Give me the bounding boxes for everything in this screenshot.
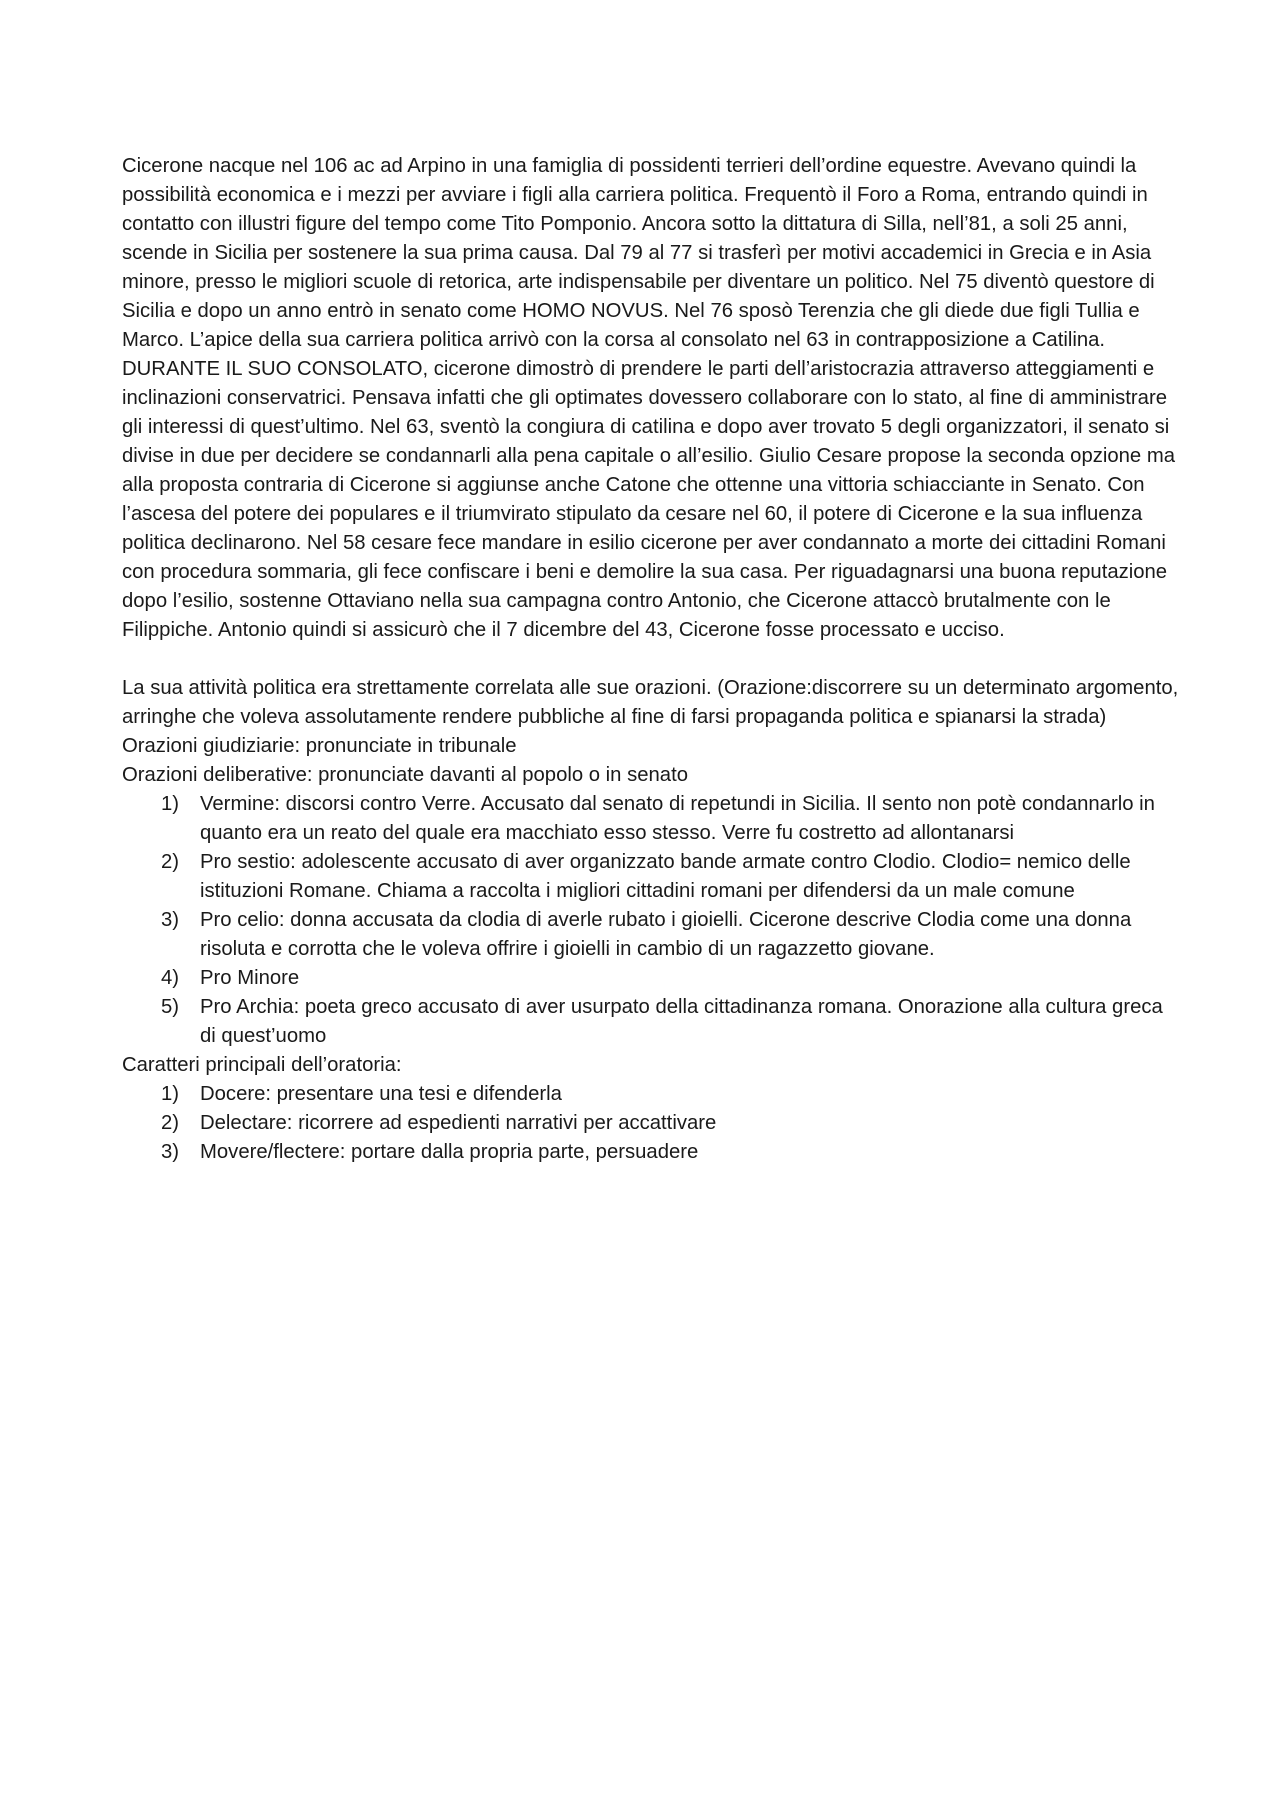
list-item-number: 1) xyxy=(161,1083,180,1105)
list-item-text: Vermine: discorsi contro Verre. Accusato dal senato di repetundi in Sicilia. Il sento non potè condannarlo in quanto era un reato del quale era macchiato esso stesso. Verre fu costretto ad allontanarsi xyxy=(200,793,1155,844)
orazioni-list xyxy=(122,790,1182,1051)
list-item-text: Pro sestio: adolescente accusato di aver organizzato bande armate contro Clodio. Clodio= nemico delle istituzioni Romane. Chiama a raccolta i migliori cittadini romani per difendersi da un male comune xyxy=(200,851,1131,902)
list-item xyxy=(122,993,1182,1051)
list-item xyxy=(122,790,1182,848)
list-item xyxy=(122,1109,1182,1138)
list-item-text: Docere: presentare una tesi e difenderla xyxy=(200,1083,562,1105)
list-item-number: 3) xyxy=(161,909,180,931)
list-item-number: 2) xyxy=(161,851,180,873)
list-item-number: 4) xyxy=(161,967,180,989)
list-item xyxy=(122,964,1182,993)
list-item xyxy=(122,1138,1182,1167)
list-item xyxy=(122,848,1182,906)
paragraph-consolato: DURANTE IL SUO CONSOLATO, cicerone dimostrò di prendere le parti dell’aristocrazia attraverso atteggiamenti e inclinazioni conservatrici. Pensava infatti che gli optimates dovessero collaborare con lo stato, al fine di amministrare gli interessi di quest’ultimo. Nel 63, sventò la congiura di catilina e dopo aver trovato 5 degli organizzatori, il senato si divise in due per decidere se condannarli alla pena capitale o all’esilio. Giulio Cesare propose la seconda opzione ma alla proposta contraria di Cicerone si aggiunse anche Catone che ottenne una vittoria schiacciante in Senato. Con l’ascesa del potere dei populares e il triumvirato stipulato da cesare nel 60, il potere di Cicerone e la sua influenza politica declinarono. Nel 58 cesare fece mandare in esilio cicerone per aver condannato a morte dei cittadini Romani con procedura sommaria, gli fece confiscare i beni e demolire la sua casa. Per riguadagnarsi una buona reputazione dopo l’esilio, sostenne Ottaviano nella sua campagna contro Antonio, che Cicerone attaccò brutalmente con le Filippiche. Antonio quindi si assicurò che il 7 dicembre del 43, Cicerone fosse processato e ucciso. xyxy=(122,358,1176,641)
list-item-text: Pro Archia: poeta greco accusato di aver usurpato della cittadinanza romana. Onorazione alla cultura greca di quest’uomo xyxy=(200,996,1163,1047)
line-orazioni-giudiziarie: Orazioni giudiziarie: pronunciate in tribunale xyxy=(122,735,517,757)
list-item xyxy=(122,1080,1182,1109)
list-item-number: 3) xyxy=(161,1141,180,1163)
line-orazioni-deliberative: Orazioni deliberative: pronunciate davanti al popolo o in senato xyxy=(122,764,688,786)
caratteri-list xyxy=(122,1080,1182,1167)
line-caratteri-oratoria: Caratteri principali dell’oratoria: xyxy=(122,1054,402,1076)
list-item-text: Pro celio: donna accusata da clodia di averle rubato i gioielli. Cicerone descrive Clodia come una donna risoluta e corrotta che le voleva offrire i gioielli in cambio di un ragazzetto giovane. xyxy=(200,909,1132,960)
paragraph-orazioni: La sua attività politica era strettamente correlata alle sue orazioni. (Orazione:discorrere su un determinato argomento, arringhe che voleva assolutamente rendere pubbliche al fine di farsi propaganda politica e spianarsi la strada) xyxy=(122,677,1179,728)
list-item-text: Pro Minore xyxy=(200,967,300,989)
list-item-text: Delectare: ricorrere ad espedienti narrativi per accattivare xyxy=(200,1112,717,1134)
paragraph-biography: Cicerone nacque nel 106 ac ad Arpino in una famiglia di possidenti terrieri dell’ordine equestre. Avevano quindi la possibilità economica e i mezzi per avviare i figli alla carriera politica. Frequentò il Foro a Roma, entrando quindi in contatto con illustri figure del tempo come Tito Pomponio. Ancora sotto la dittatura di Silla, nell’81, a soli 25 anni, scende in Sicilia per sostenere la sua prima causa. Dal 79 al 77 si trasferì per motivi accademici in Grecia e in Asia minore, presso le migliori scuole di retorica, arte indispensabile per diventare un politico. Nel 75 diventò questore di Sicilia e dopo un anno entrò in senato come HOMO NOVUS. Nel 76 sposò Terenzia che gli diede due figli Tullia e Marco. L’apice della sua carriera politica arrivò con la corsa al consolato nel 63 in contrapposizione a Catilina. xyxy=(122,155,1155,351)
list-item-number: 2) xyxy=(161,1112,180,1134)
list-item-text: Movere/flectere: portare dalla propria parte, persuadere xyxy=(200,1141,699,1163)
document-page xyxy=(122,152,1182,1167)
list-item-number: 1) xyxy=(161,793,180,815)
list-item-number: 5) xyxy=(161,996,180,1018)
list-item xyxy=(122,906,1182,964)
blank-line xyxy=(122,645,1182,674)
